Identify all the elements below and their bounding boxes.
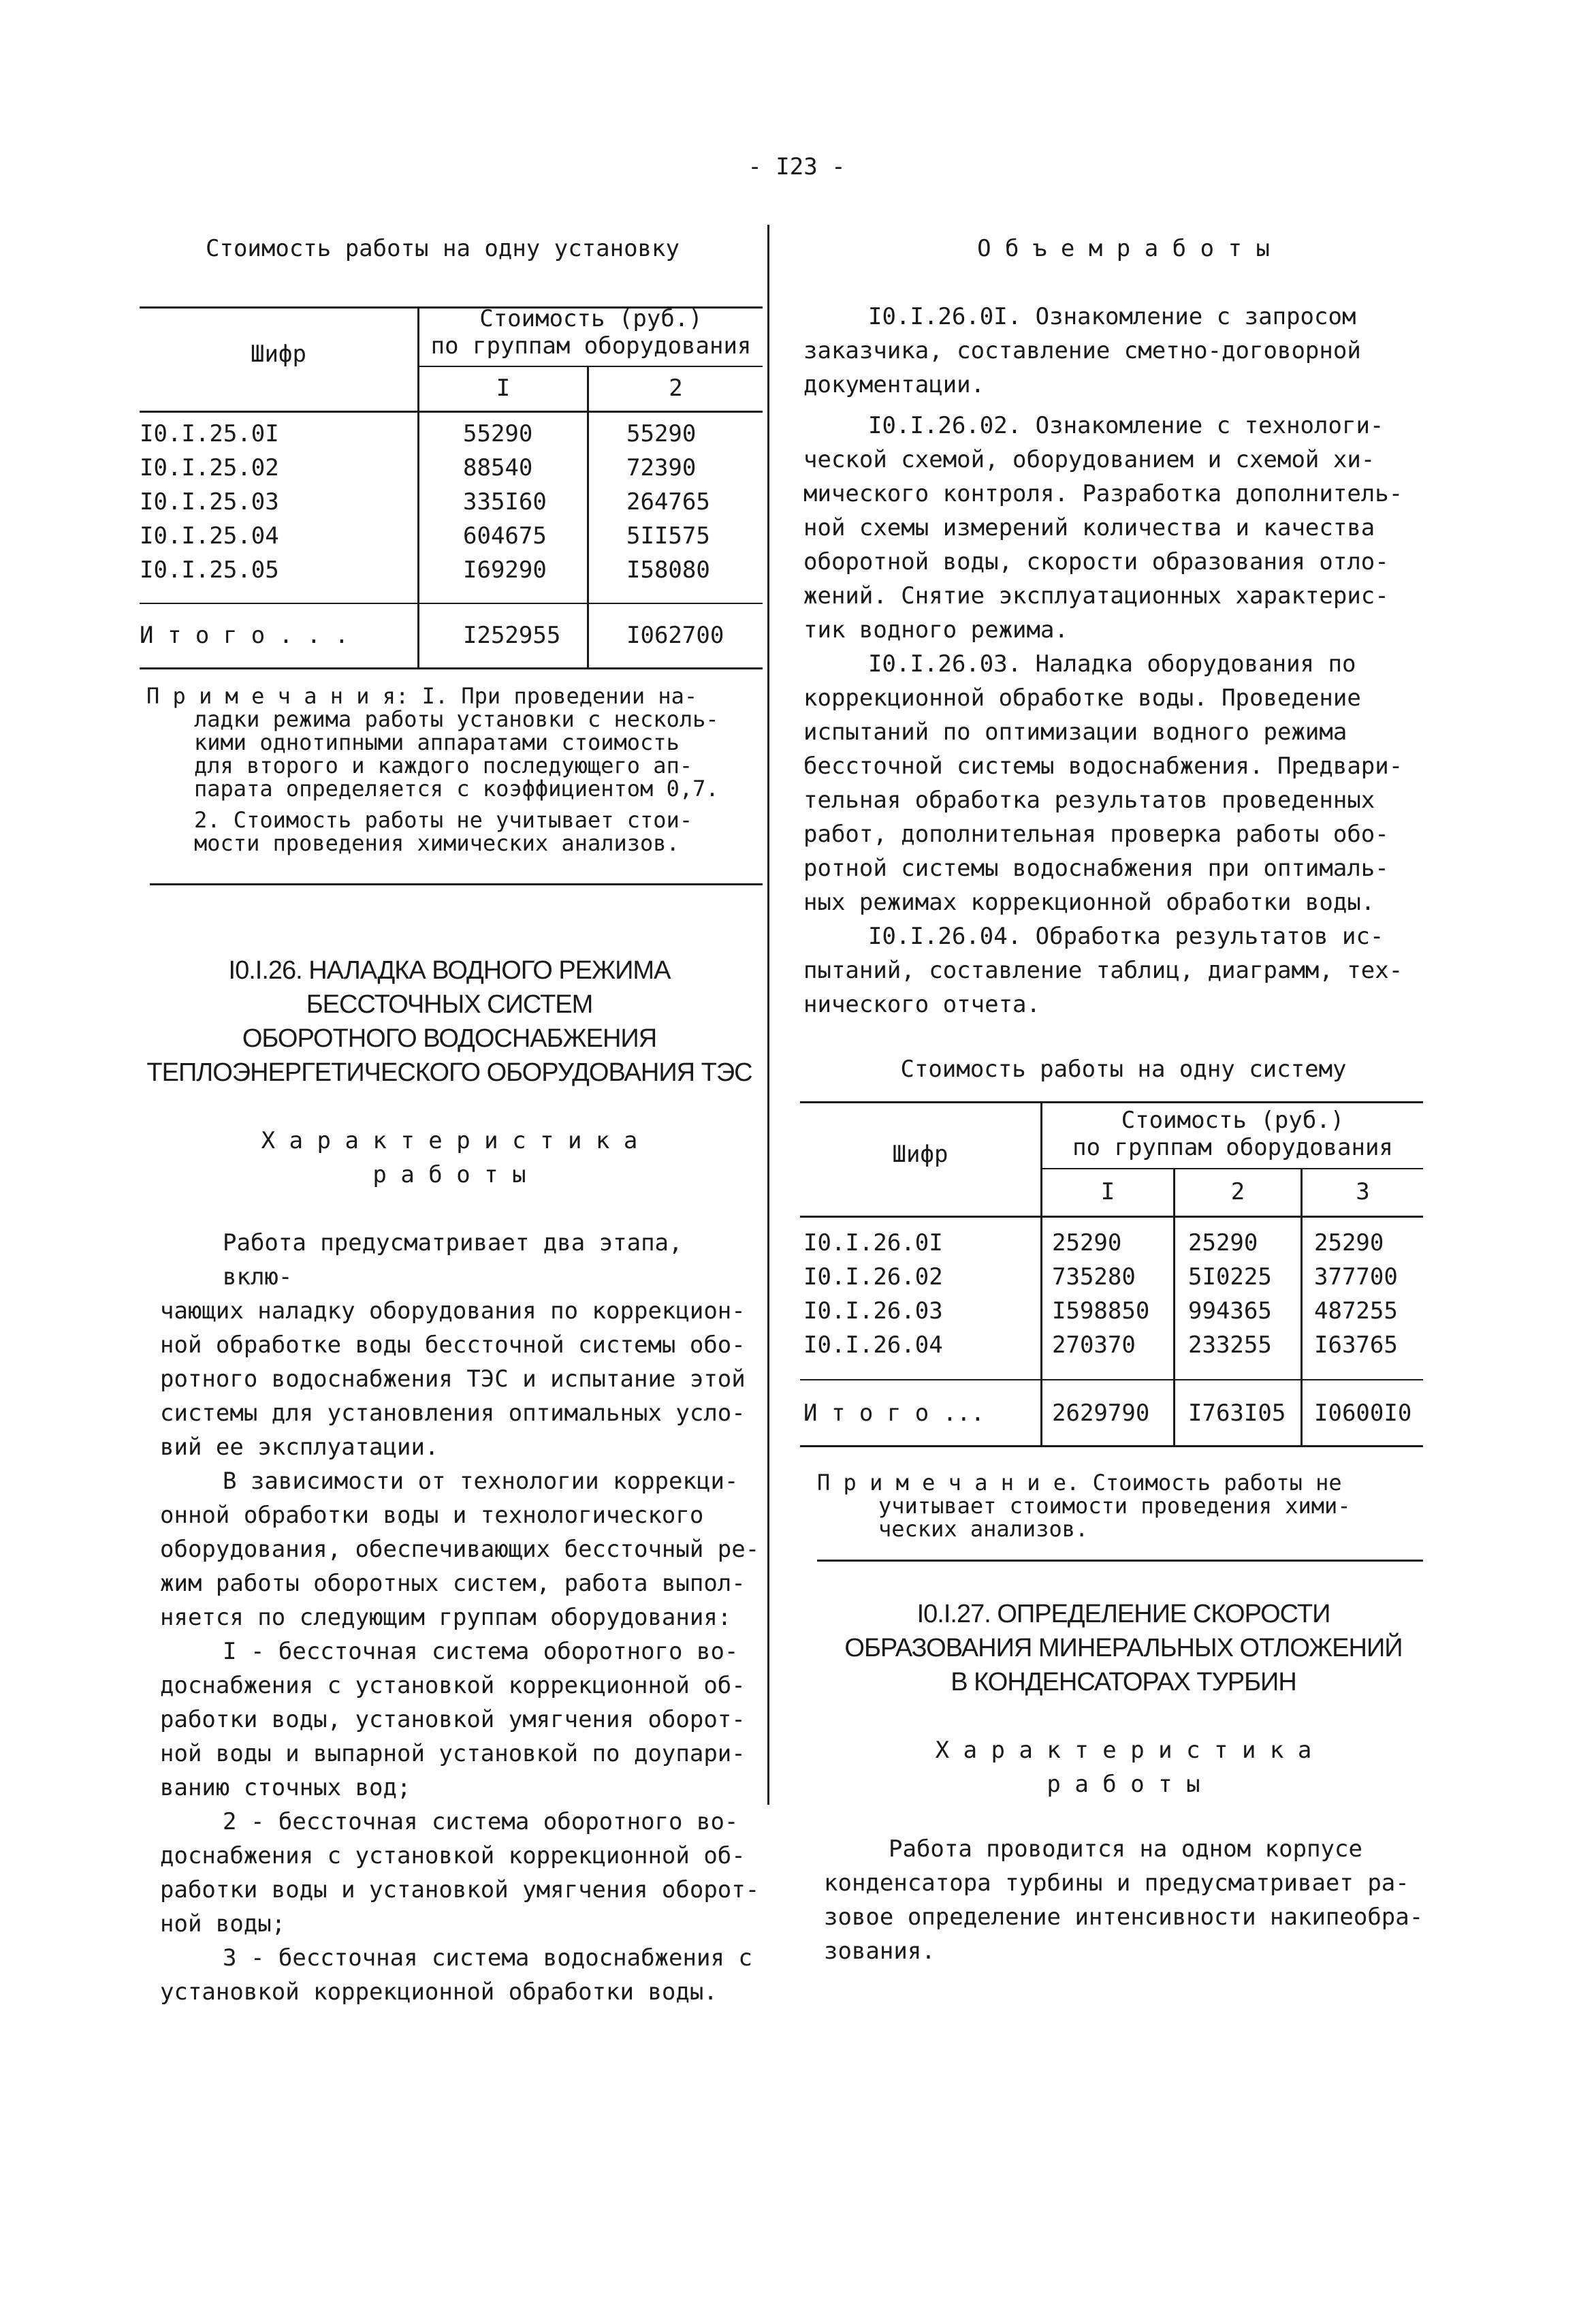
section-title-line: БЕССТОЧНЫХ СИСТЕМ [306,990,593,1019]
table-cell: 5II575 [626,522,710,550]
table-cell: 25290 [1188,1229,1258,1257]
body-line: Работа предусматривает два этапа, вклю- [223,1229,683,1291]
body-line: установкой коррекционной обработки воды. [160,1978,718,2006]
table1-col-code-header: Шифр [251,341,306,368]
characteristic-heading-left [136,1124,763,1192]
table1-total-g1: I252955 [463,622,561,649]
table-row-code: I0.I.26.0I [803,1229,943,1257]
section-27-title [803,1597,1443,1699]
table1-g2-column [626,417,756,587]
body-line: тельная обработка результатов проведенных [803,787,1375,814]
body-line: коррекционной обработке воды. Проведение [803,684,1361,712]
table-cell: 55290 [626,420,697,447]
body-line: жим работы оборотных систем, работа выпол- [160,1570,746,1597]
table2-group-3-header: 3 [1356,1178,1370,1205]
body-line: чающих наладку оборудования по коррекцион- [160,1297,746,1325]
table-cell: I58080 [626,556,710,584]
table-cell: 335I60 [463,488,547,516]
note-line: мости проведения химических анализов. [194,830,680,856]
table2-cost-line1: Стоимость (руб.) [1121,1107,1345,1134]
body-line: испытаний по оптимизации водного режима [803,718,1347,746]
table1-header-bottom-rule [140,411,763,413]
table-cell: I598850 [1052,1297,1150,1325]
note-bottom-rule [817,1560,1423,1562]
body-line: I0.I.26.02. Ознакомление с технологи- [868,412,1384,439]
table1-cost-line2: по группам оборудования [430,332,752,360]
table2-g2-column [1188,1226,1297,1362]
table-cell: 25290 [1314,1229,1384,1257]
section-title-line: В КОНДЕНСАТОРАХ ТУРБИН [951,1668,1296,1696]
body-line: конденсатора турбины и предусматривает ра- [824,1869,1409,1897]
body-line: ных режимах коррекционной обработки воды. [803,889,1375,916]
body-line: ческой схемой, оборудованием и схемой хи- [803,446,1375,473]
body-line: вий ее эксплуатации. [160,1434,439,1461]
table1-group-1-header: I [496,375,511,402]
note-line: учитывает стоимости проведения хими- [878,1493,1351,1519]
table-cell: 735280 [1052,1263,1136,1291]
table-row-code: I0.I.25.03 [140,488,279,516]
characteristic-heading-line: Х а р а к т е р и с т и к а [261,1127,638,1154]
notes-bottom-rule [150,883,763,885]
body-line: ротного водоснабжения ТЭС и испытание этой [160,1365,746,1393]
body-line: I0.I.26.04. Обработка результатов ис- [868,923,1384,950]
table-cell: I69290 [463,556,547,584]
characteristic-heading-right [803,1733,1443,1801]
body-line: ной воды; [160,1910,286,1938]
table2-group-1-header: I [1100,1178,1115,1205]
body-line: няется по следующим группам оборудования: [160,1604,732,1631]
body-line: ротной системы водоснабжения при оптималь- [803,855,1389,882]
note-line: парата определяется с коэффициентом 0,7. [194,776,719,802]
note-line: 2. Стоимость работы не учитывает стои- [194,807,693,833]
table-row-code: I0.I.26.03 [803,1297,943,1325]
body-line: работ, дополнительная проверка работы обо- [803,821,1389,848]
table1-vline-1 [417,306,419,667]
section-title-line: ОБОРОТНОГО ВОДОСНАБЖЕНИЯ [242,1024,657,1053]
characteristic-heading-line: р а б о т ы [1047,1771,1200,1798]
note-line: для второго и каждого последующего ап- [194,753,693,778]
body-line: Работа проводится на одном корпусе [889,1835,1362,1863]
section-title-line: ОБРАЗОВАНИЯ МИНЕРАЛЬНЫХ ОТЛОЖЕНИЙ [844,1634,1403,1662]
table-row-code: I0.I.25.0I [140,420,279,447]
table2-g1-column [1052,1226,1171,1362]
table-row-code: I0.I.25.04 [140,522,279,550]
table2-note [817,1471,1430,1540]
table-row-code: I0.I.25.05 [140,556,279,584]
body-line: I0.I.26.03. Наладка оборудования по [868,650,1356,678]
body-line: онной обработки воды и технологического [160,1502,704,1529]
table-cell: 264765 [626,488,710,516]
table2-code-column [803,1226,1035,1362]
table1-bottom-rule [140,667,763,669]
table-row-code: I0.I.26.04 [803,1331,943,1359]
table-cell: 270370 [1052,1331,1136,1359]
table2-total-g3: I0600I0 [1314,1400,1412,1427]
table2-header-rule [1042,1168,1423,1169]
table1-g1-column [463,417,586,587]
note-line: ческих анализов. [878,1516,1089,1542]
body-line: ной схемы измерений количества и качества [803,514,1375,541]
left-body-text [160,1226,766,2009]
body-line: ванию сточных вод; [160,1774,411,1801]
table2-bottom-rule [800,1445,1423,1447]
table2-group-2-header: 2 [1230,1178,1245,1205]
table2-top-rule [800,1101,1423,1103]
body-line: тик водного режима. [803,616,1068,644]
table2-cost-line2: по группам оборудования [1072,1134,1393,1161]
table2-total-rule [800,1379,1423,1380]
table2-caption: Стоимость работы на одну систему [900,1056,1347,1083]
page-number: - I23 - [748,153,846,180]
body-line: I0.I.26.0I. Ознакомление с запросом [868,303,1356,330]
body-line: зовое определение интенсивности накипеобра- [824,1903,1424,1931]
body-line: 2 - бессточная система оборотного во- [223,1808,739,1835]
table-row-code: I0.I.25.02 [140,454,279,481]
body-line: доснабжения с установкой коррекционной об- [160,1842,746,1869]
table-cell: 377700 [1314,1263,1398,1291]
table-cell: 487255 [1314,1297,1398,1325]
section-title-line: I0.I.26. НАЛАДКА ВОДНОГО РЕЖИМА [228,956,671,985]
note-line: П р и м е ч а н и е. Стоимость работы не [817,1470,1342,1496]
body-line: нического отчета. [803,991,1040,1018]
column-divider [767,225,769,1805]
right-final-text [824,1832,1464,1968]
right-body-text [803,300,1457,1022]
table1-total-label: И т о г о . . . [140,622,349,649]
body-line: работки воды, установкой умягчения оборот- [160,1706,746,1733]
table1-total-rule [140,603,763,604]
note-line: ладки режима работы установки с несколь- [194,706,719,732]
volume-heading: О б ъ е м р а б о т ы [977,235,1270,262]
table2-vline-2 [1173,1168,1175,1445]
section-26-title [136,953,763,1090]
table2-vline-3 [1300,1168,1303,1445]
body-line: доснабжения с установкой коррекционной об- [160,1672,746,1699]
table-cell: 233255 [1188,1331,1272,1359]
body-line: оборудования, обеспечивающих бессточный ре- [160,1536,760,1563]
table-cell: 55290 [463,420,533,447]
table-cell: I63765 [1314,1331,1398,1359]
body-line: зования. [824,1938,936,1965]
table-cell: 72390 [626,454,697,481]
table1-caption: Стоимость работы на одну установку [206,235,680,262]
body-line: ной воды и выпарной установкой по доупари- [160,1740,746,1767]
body-line: работки воды и установкой умягчения оборот- [160,1876,760,1903]
table1-code-column [140,417,412,587]
table-cell: 25290 [1052,1229,1122,1257]
body-line: оборотной воды, скорости образования отло- [803,548,1389,575]
table2-total-g2: I763I05 [1188,1400,1286,1427]
section-title-line: I0.I.27. ОПРЕДЕЛЕНИЕ СКОРОСТИ [916,1600,1330,1628]
body-line: бессточной системы водоснабжения. Предвари- [803,753,1403,780]
table2-g3-column [1314,1226,1422,1362]
table-cell: 604675 [463,522,547,550]
table1-total-g2: I062700 [626,622,724,649]
table2-header-bottom-rule [800,1216,1423,1218]
body-line: заказчика, составление сметно-договорной [803,337,1361,364]
body-line: ной обработке воды бессточной системы обо- [160,1331,746,1359]
body-line: I - бессточная система оборотного во- [223,1638,739,1665]
table2-total-label: И т о г о ... [803,1400,985,1427]
table1-notes [146,684,769,855]
note-line: П р и м е ч а н и я: I. При проведении на- [146,683,698,709]
table2-col-code-header: Шифр [892,1141,948,1168]
table-row-code: I0.I.26.02 [803,1263,943,1291]
body-line: пытаний, составление таблиц, диаграмм, тех- [803,957,1403,984]
note-line: кими однотипными аппаратами стоимость [194,729,680,755]
body-line: В зависимости от технологии коррекци- [223,1468,739,1495]
body-line: системы для установления оптимальных усло- [160,1400,746,1427]
table2-total-g1: 2629790 [1052,1400,1150,1427]
body-line: жений. Снятие эксплуатационных характерис- [803,582,1389,610]
table2-col-cost-header [1042,1107,1423,1161]
table1-cost-line1: Стоимость (руб.) [479,305,703,332]
table1-vline-2 [587,366,589,667]
body-line: 3 - бессточная система водоснабжения с [223,1944,752,1972]
table1-col-cost-header [419,305,763,360]
body-line: документации. [803,371,985,398]
characteristic-heading-line: р а б о т ы [372,1161,526,1188]
table-cell: 994365 [1188,1297,1272,1325]
table-cell: 5I0225 [1188,1263,1272,1291]
characteristic-heading-line: Х а р а к т е р и с т и к а [935,1737,1312,1764]
table1-group-2-header: 2 [669,375,683,402]
table-cell: 88540 [463,454,533,481]
section-title-line: ТЕПЛОЭНЕРГЕТИЧЕСКОГО ОБОРУДОВАНИЯ ТЭС [146,1058,752,1087]
table1-header-rule [419,366,763,367]
body-line: мического контроля. Разработка дополнитель- [803,480,1403,507]
